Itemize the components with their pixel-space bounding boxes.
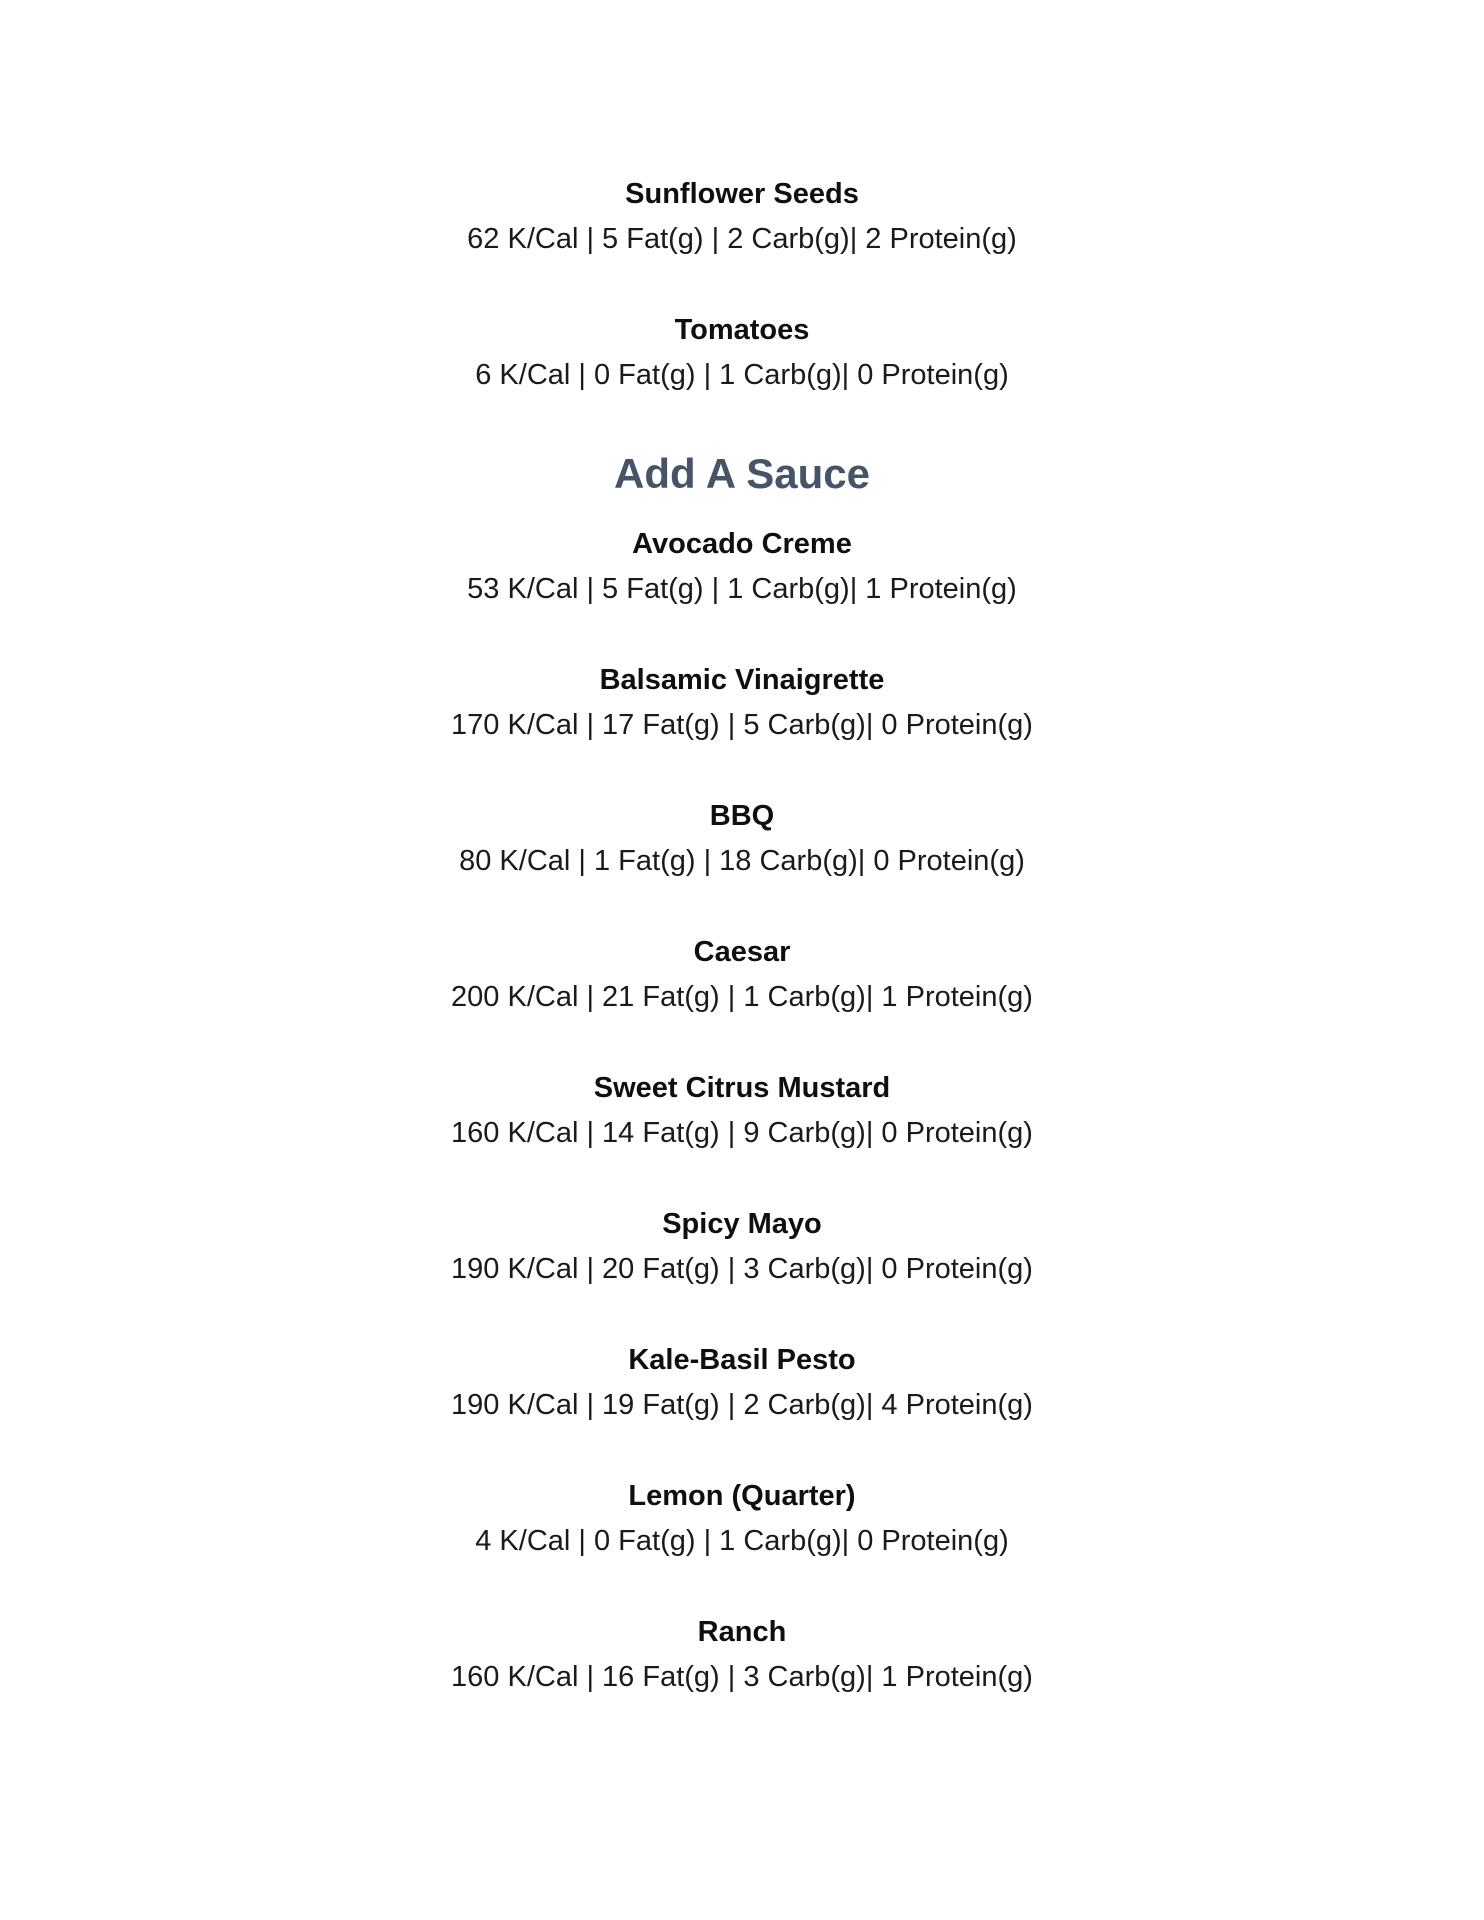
section-heading: Add A Sauce	[614, 450, 870, 497]
list-item	[0, 658, 1484, 748]
item-name: Avocado Creme	[632, 528, 852, 560]
list-item	[0, 930, 1484, 1020]
list-item	[0, 522, 1484, 612]
item-nutrition: 160 K/Cal | 16 Fat(g) | 3 Carb(g)| 1 Protein(g)	[451, 1661, 1033, 1693]
list-item	[0, 1066, 1484, 1156]
item-nutrition: 200 K/Cal | 21 Fat(g) | 1 Carb(g)| 1 Protein(g)	[451, 981, 1033, 1013]
list-item	[0, 1474, 1484, 1564]
list-item	[0, 1202, 1484, 1292]
item-nutrition: 62 K/Cal | 5 Fat(g) | 2 Carb(g)| 2 Protein(g)	[467, 223, 1017, 255]
list-item	[0, 1610, 1484, 1700]
toppings-group	[0, 172, 1484, 398]
list-item	[0, 794, 1484, 884]
item-name: BBQ	[709, 800, 775, 832]
nutrition-list	[0, 172, 1484, 1700]
item-nutrition: 53 K/Cal | 5 Fat(g) | 1 Carb(g)| 1 Protein(g)	[467, 573, 1017, 605]
item-name: Kale-Basil Pesto	[628, 1344, 856, 1376]
list-item	[0, 308, 1484, 398]
item-name: Caesar	[693, 936, 791, 968]
item-name: Ranch	[697, 1616, 787, 1648]
item-nutrition: 6 K/Cal | 0 Fat(g) | 1 Carb(g)| 0 Protein(g)	[475, 359, 1009, 391]
item-name: Tomatoes	[674, 314, 810, 346]
list-item	[0, 1338, 1484, 1428]
item-nutrition: 80 K/Cal | 1 Fat(g) | 18 Carb(g)| 0 Protein(g)	[459, 845, 1025, 877]
item-nutrition: 170 K/Cal | 17 Fat(g) | 5 Carb(g)| 0 Protein(g)	[451, 709, 1033, 741]
item-nutrition: 190 K/Cal | 20 Fat(g) | 3 Carb(g)| 0 Protein(g)	[451, 1253, 1033, 1285]
sauce-group	[0, 522, 1484, 1700]
item-name: Sunflower Seeds	[625, 178, 859, 210]
item-name: Spicy Mayo	[662, 1208, 822, 1240]
item-name: Lemon (Quarter)	[628, 1480, 856, 1512]
item-nutrition: 4 K/Cal | 0 Fat(g) | 1 Carb(g)| 0 Protein(g)	[475, 1525, 1009, 1557]
item-nutrition: 190 K/Cal | 19 Fat(g) | 2 Carb(g)| 4 Protein(g)	[451, 1389, 1033, 1421]
item-nutrition: 160 K/Cal | 14 Fat(g) | 9 Carb(g)| 0 Protein(g)	[451, 1117, 1033, 1149]
list-item	[0, 172, 1484, 262]
item-name: Sweet Citrus Mustard	[593, 1072, 891, 1104]
item-name: Balsamic Vinaigrette	[599, 664, 885, 696]
